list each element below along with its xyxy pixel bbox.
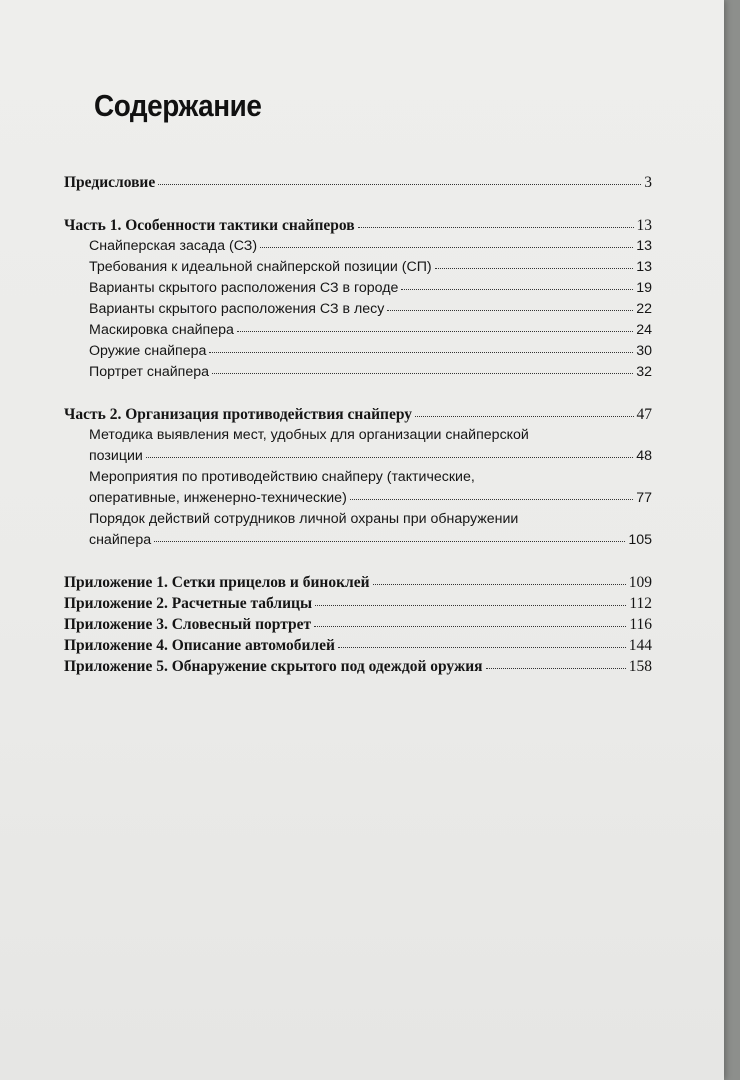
toc-entry-appendix-1 [64, 572, 652, 593]
toc-page-number: 24 [636, 322, 652, 338]
dot-leader [315, 604, 626, 606]
toc-page-number: 105 [628, 532, 652, 548]
toc-subentry [64, 425, 652, 467]
toc-entry-label-line-2: снайпера [89, 532, 152, 548]
toc-page-number: 3 [644, 174, 652, 191]
toc-entry-appendix-4 [64, 635, 652, 656]
toc-subentry [64, 320, 652, 341]
toc-entry-label: Портрет снайпера [89, 364, 210, 380]
toc-page-number: 77 [636, 490, 652, 506]
toc-page-number: 158 [628, 658, 652, 675]
toc-entry-label-line-1: Мероприятия по противодействию снайперу (тактические, [89, 469, 475, 485]
dot-leader [486, 667, 626, 669]
toc-entry-label-line-1: Методика выявления мест, удобных для организации снайперской [89, 427, 529, 443]
toc-entry-label: Приложение 3. Словесный портрет [64, 616, 312, 633]
toc-entry-label: Приложение 4. Описание автомобилей [64, 637, 335, 654]
toc-page-number: 32 [636, 364, 652, 380]
toc-entry-label: Часть 1. Особенности тактики снайперов [64, 217, 355, 234]
dot-leader [146, 456, 633, 458]
dot-leader [415, 415, 633, 417]
toc-entry-label-line-2: оперативные, инженерно-технические) [89, 490, 347, 506]
dot-leader [401, 288, 633, 290]
toc-entry-appendix-2 [64, 593, 652, 614]
toc-page-number: 112 [629, 595, 652, 612]
toc-entry-part-1 [64, 215, 652, 236]
toc-page-number: 22 [636, 301, 652, 317]
toc-subentry [64, 278, 652, 299]
dot-leader [373, 583, 626, 585]
toc-subentry [64, 362, 652, 383]
dot-leader [350, 498, 633, 500]
toc-entry-label: Варианты скрытого расположения СЗ в городе [89, 280, 399, 296]
toc-entry-label: Часть 2. Организация противодействия снайперу [64, 406, 413, 423]
toc-subentry [64, 257, 652, 278]
page-title: Содержание [94, 88, 262, 123]
toc-page-number: 47 [636, 406, 652, 423]
toc-entry-appendix-3 [64, 614, 652, 635]
toc-entry-label: Маскировка снайпера [89, 322, 234, 338]
toc-page-number: 13 [636, 217, 652, 234]
toc-entry-label-line-2: позиции [89, 448, 143, 464]
toc-entry-label-line-1: Порядок действий сотрудников личной охраны при обнаружении [89, 511, 519, 527]
toc-subentry [64, 236, 652, 257]
toc-entry-label: Приложение 1. Сетки прицелов и биноклей [64, 574, 370, 591]
toc-entry-label: Приложение 2. Расчетные таблицы [64, 595, 313, 612]
toc-entry-label: Снайперская засада (СЗ) [89, 238, 258, 254]
toc-subentry [64, 299, 652, 320]
toc-entry-appendix-5 [64, 656, 652, 677]
toc-page-number: 144 [628, 637, 652, 654]
toc-page-number: 19 [636, 280, 652, 296]
dot-leader [212, 372, 633, 374]
dot-leader [435, 267, 634, 269]
toc-subentry [64, 341, 652, 362]
toc-subentry [64, 509, 652, 551]
dot-leader [209, 351, 633, 353]
toc-page-number: 30 [636, 343, 652, 359]
toc-page-number: 13 [636, 238, 652, 254]
toc-page-number: 13 [636, 259, 652, 275]
toc-page-number: 48 [636, 448, 652, 464]
table-of-contents [64, 172, 652, 677]
dot-leader [314, 625, 626, 627]
toc-entry-label: Предисловие [64, 174, 156, 191]
toc-entry-label: Приложение 5. Обнаружение скрытого под одеждой оружия [64, 658, 483, 675]
dot-leader [154, 540, 625, 542]
toc-entry-label: Оружие снайпера [89, 343, 207, 359]
toc-subentry [64, 467, 652, 509]
toc-page-number: 109 [628, 574, 652, 591]
toc-entry-part-2 [64, 404, 652, 425]
toc-entry-preface [64, 172, 652, 193]
toc-entry-label: Требования к идеальной снайперской позиции (СП) [89, 259, 432, 275]
dot-leader [158, 183, 641, 185]
dot-leader [260, 246, 633, 248]
dot-leader [237, 330, 633, 332]
dot-leader [338, 646, 626, 648]
toc-page-number: 116 [629, 616, 652, 633]
dot-leader [387, 309, 633, 311]
toc-entry-label: Варианты скрытого расположения СЗ в лесу [89, 301, 385, 317]
dot-leader [358, 226, 634, 228]
